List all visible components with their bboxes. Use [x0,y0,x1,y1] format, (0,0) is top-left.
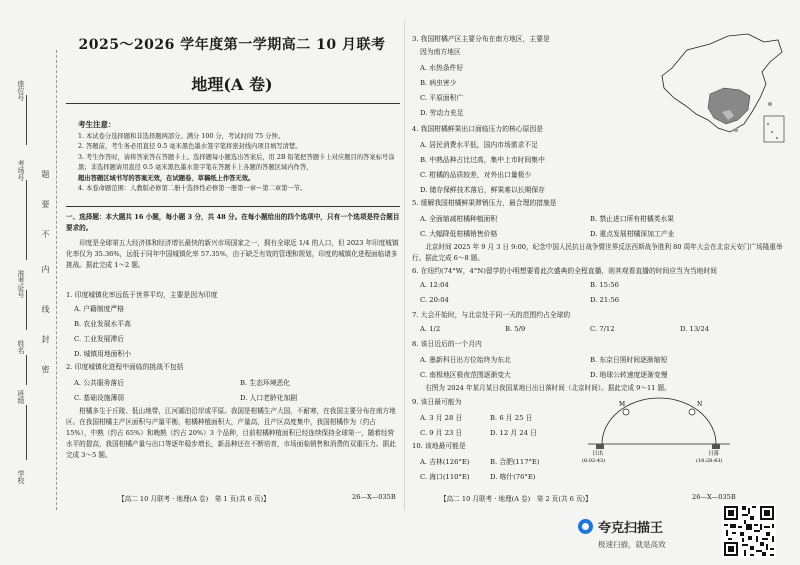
exam-notice [78,120,400,195]
south-sea-inset [764,116,784,142]
scanner-brand-name: 夸克扫描王 [598,521,664,536]
notice-item: 2. 答题前，考生务必用直径 0.5 毫米黑色墨水签字笔将密封线内项目填写清楚。 [78,143,302,150]
q6-option-c: C. 20:04 [420,296,449,304]
q10-option-d: D. 喀什(76°E) [490,473,536,481]
question-3-cont: 因为南方地区 [420,48,461,56]
seal-char: 要 [41,200,50,208]
footer-code-2: 26—X—035B [692,493,736,501]
fill-line [26,180,27,260]
seal-char: 不 [41,230,50,238]
q2-option-d: D. 人口老龄化加剧 [240,394,298,402]
hainan-island [734,128,738,132]
page-fold [404,20,405,510]
question-3: 3. 我国柑橘产区主要分布在南方地区，主要是 [412,35,550,43]
china-citrus-map [652,28,787,146]
qr-code-icon[interactable] [722,504,776,558]
q2-option-c: C. 基础设施薄弱 [74,394,125,402]
sunset-label: 日落 [708,451,720,457]
exam-room-label: 考场号 [17,160,25,181]
fill-line [26,290,27,330]
q5-option-a: A. 全面缩减柑橘种植面积 [420,215,498,223]
scanner-tagline: 极速扫描，就是高效 [598,540,666,549]
q4-option-a: A. 居民消费水平低，国内市场需求不足 [420,141,538,149]
q4-option-c: C. 柑橘的品质较差，对外出口量极少 [420,171,532,179]
seal-char: 封 [41,335,50,343]
quark-logo-icon [578,519,593,534]
sunrise-label: 日出 [592,451,604,457]
question-10: 10. 该地最可能是 [412,442,466,450]
class-label: 班级 [17,390,25,404]
q1-option-b: B. 农业发展水平高 [74,320,131,328]
title-divider [66,103,400,104]
q10-option-c: C. 海口(110°E) [420,473,470,481]
sunrise-time: (6:02:43) [582,458,606,464]
notice-heading: 考生注意： [78,120,116,129]
question-6: 6. 在纽约(74°W，4°N)留学的小明想要看此次盛典的全程直播，则其观看直播的时间应当为当地时间 [412,267,717,275]
seat-number-label: 座位号 [17,80,25,101]
island-dot [776,137,778,139]
taiwan-island [768,102,772,106]
q5-option-b: B. 禁止进口所有柑橘类水果 [590,215,675,223]
q5-option-c: C. 大幅降低柑橘销售价格 [420,230,498,238]
q8-option-b: B. 东京日照时间逐渐缩短 [590,356,668,364]
island-dot [767,123,769,125]
school-label: 学校 [17,470,25,484]
q7-option-a: A. 1/2 [420,325,441,333]
seal-char: 线 [41,305,50,313]
notice-item: 超出答题区域书写的答案无效，在试题卷、草稿纸上作答无效。 [78,174,255,182]
q2-option-a: A. 公共服务落后 [74,379,125,387]
name-label: 姓名 [17,340,25,354]
ticket-number-label: 准考证号 [17,270,25,298]
sunrise-marker [596,444,604,449]
notice-item: 3. 考生作答时，请将答案答在答题卡上。选择题每小题选出答案后，用 2B 铅笔把答题卡上对应题目的答案标号涂黑；非选择题请用直径 0.5 毫米黑色墨水签字笔在答题卡上各题的答题区域内作答， [78,153,395,171]
fill-line [26,355,27,385]
q8-option-d: D. 地球公转速度逐渐变慢 [590,371,668,379]
notice-divider [66,206,400,207]
q3-option-c: C. 平原面积广 [420,94,464,102]
q3-option-b: B. 病虫害少 [420,79,457,87]
q8-option-c: C. 南极地区极夜范围逐渐变大 [420,371,511,379]
q3-option-a: A. 水热条件好 [420,64,464,72]
q7-option-c: C. 7/12 [590,325,615,333]
notice-item: 1. 本试卷分选择题和非选择题两部分。满分 100 分，考试时间 75 分钟。 [78,132,285,140]
point-m-label: M [619,401,626,408]
section-heading: 一、选择题：本大题共 16 小题，每小题 3 分，共 48 分。在每小题给出的四个选项中，只有一个选项是符合题目要求的。 [66,213,400,232]
q7-option-d: D. 13/24 [680,325,710,333]
footer-page-1: 【高二 10 月联考 · 地理(A 卷) 第 1 页(共 6 页)】 [118,495,270,503]
footer-code-1: 26—X—035B [352,493,396,501]
island-dot [771,131,773,133]
passage-citrus: 柑橘多生于丘陵、低山地带，江河湖泊沿岸或平原。我国是柑橘生产大国，不耐寒，在我国主要分布在南方地区。在我国柑橘主产区面积与产量平衡，柑橘种植面积大，产量高，且产区高度集中，我国柑橘作为（约占 15%），中熟（约占 65%）和晚熟（约占 20%）3 个品种，目前柑橘种植面积已经连续保持全球第一，随着经营水平的提高，我国柑橘产量与出口等逐年稳步增长，新品种还在不断培育，市场面临销售和消费的双重压力。据此完成 3～5 题。 [66,407,396,459]
seal-char: 内 [41,265,50,273]
passage-sunrise: 右图为 2024 年某月某日我国某地日出日落时间（北京时间）。据此完成 9～11 题。 [425,384,671,392]
question-5: 5. 缓解我国柑橘鲜果滞销压力，最合理的措施是 [412,199,557,207]
sunset-marker [712,444,720,449]
q8-option-a: A. 墨新科日出方位始终为东北 [420,356,511,364]
passage-india: 印度是全球第五大经济体和经济增长最快的新兴市场国家之一，拥有全球近 1/4 的人口，但 2023 年印度城镇化率仅为 35.36%，远低于同年中国城镇化率 57.35%，由于缺乏有效的管理和规划，印度的城镇化进程面临诸多挑战。据此完成 1～2 题。 [66,239,399,269]
q9-option-c: C. 9 月 23 日 [420,429,463,437]
q3-option-d: D. 劳动力充足 [420,109,464,117]
footer-page-2: 【高二 10 月联考 · 地理(A 卷) 第 2 页(共 6 页)】 [440,495,592,503]
scanner-watermark [578,515,696,557]
q9-option-d: D. 12 月 24 日 [490,429,537,437]
q4-option-d: D. 储存保鲜技术落后，鲜果难以长期保存 [420,186,546,194]
seal-char: 题 [41,170,50,178]
q9-option-a: A. 3 月 28 日 [420,414,463,422]
sunset-time: (18:28:43) [696,458,723,464]
q1-option-c: C. 工业发展滞后 [74,335,125,343]
sun-icon [623,409,629,415]
sun-path-diagram [574,392,744,467]
passage-ceremony: 北京时间 2025 年 9 月 3 日 9:00，纪念中国人民抗日战争暨世界反法西斯战争胜利 80 周年大会在北京天安门广场隆重举行。据此完成 6～8 题。 [412,243,783,262]
sun-icon [689,409,695,415]
binding-margin [4,50,57,510]
exam-title: 2025～2026 学年度第一学期高二 10 月联考 [78,37,386,53]
q10-option-a: A. 吉林(126°E) [420,458,470,466]
q1-option-a: A. 户籍制度严格 [74,305,125,313]
fill-line [26,405,27,460]
seal-char: 密 [41,365,50,373]
question-4: 4. 我国柑橘鲜果出口面临压力的核心原因是 [412,125,543,133]
q1-option-d: D. 城镇用地面积小 [74,350,132,358]
exam-subtitle: 地理(A 卷) [191,75,273,94]
fill-line [26,95,27,145]
q2-option-b: B. 生态环境恶化 [240,379,291,387]
question-7: 7. 大会开始时，与北京处于同一天的范围约占全球的 [412,311,571,319]
q6-option-a: A. 12:04 [420,281,449,289]
notice-item: 4. 本卷命题范围：人教版必修第二册十选择性必修第一册第一章～第二章第一节。 [78,185,307,192]
q10-option-b: B. 合肥(117°E) [490,458,540,466]
question-1: 1. 印度城镇化率远低于世界平均，主要是因为印度 [66,291,218,299]
question-2: 2. 印度城镇化进程中面临的挑战不包括 [66,363,184,371]
q6-option-d: D. 21:56 [590,296,620,304]
q5-option-d: D. 重点发展柑橘深加工产业 [590,230,675,238]
point-n-label: N [697,401,703,408]
q7-option-b: B. 5/9 [505,325,526,333]
question-8: 8. 该日近后的一个月内 [412,340,482,348]
question-9: 9. 该日最可能为 [412,398,462,406]
q6-option-b: B. 15:56 [590,281,619,289]
q4-option-b: B. 中熟品种占比过高，集中上市时间集中 [420,156,545,164]
q9-option-b: B. 6 月 25 日 [490,414,533,422]
